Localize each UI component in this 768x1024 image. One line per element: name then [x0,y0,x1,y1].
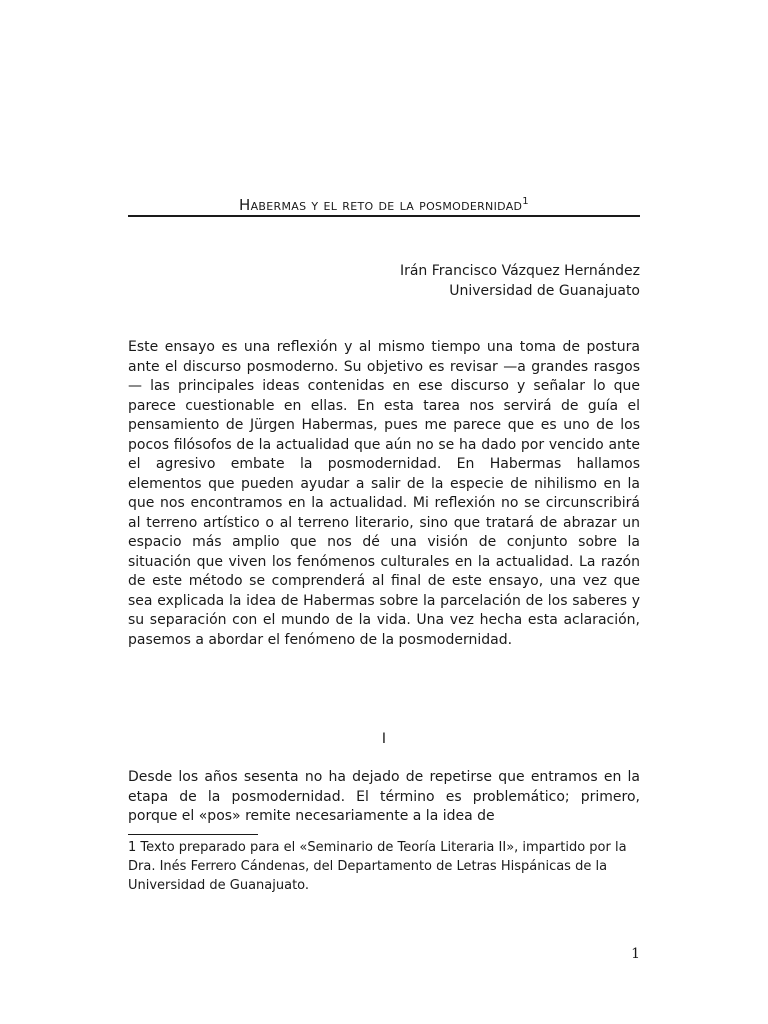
author-block [240,262,640,301]
intro-paragraph: Este ensayo es una reflexión y al mismo tiempo una toma de postura ante el discurso posmoderno. Su objetivo es revisar —a grandes rasgos— las principales ideas contenidas en ese discurso y señalar lo que parece cuestionable en ellas. En esta tarea nos servirá de guía el pensamiento de Jürgen Habermas, pues me parece que es uno de los pocos filósofos de la actualidad que aún no se ha dado por vencido ante el agresivo embate la posmodernidad. En Habermas hallamos elementos que pueden ayudar a salir de la especie de nihilismo en la que nos encontramos en la actualidad. Mi reflexión no se circunscribirá al terreno artístico o al terreno literario, sino que tratará de abrazar un espacio más amplio que nos dé una visión de conjunto sobre la situación que viven los fenómenos culturales en la actualidad. La razón de este método se comprenderá al final de este ensayo, una vez que sea explicada la idea de Habermas sobre la parcelación de los saberes y su separación con el mundo de la vida. Una vez hecha esta aclaración, pasemos a abordar el fenómeno de la posmodernidad. [128,339,640,648]
footnote-divider [128,834,258,835]
author-affiliation: Universidad de Guanajuato [449,282,640,299]
title-text: Habermas y el reto de la posmodernidad [239,196,523,214]
page-number: 1 [631,946,640,962]
page-title [128,196,640,217]
body-paragraph: Desde los años sesenta no ha dejado de repetirse que entramos en la etapa de la posmodernidad. El término es problemático; primero, porque el «pos» remite necesariamente a la idea de [128,769,640,824]
author-name: Irán Francisco Vázquez Hernández [399,263,640,279]
section-marker: I [381,731,387,747]
footnote-reference: 1 [522,196,529,207]
footnote: 1 Texto preparado para el «Seminario de Teoría Literaria II», impartido por la Dra. Inés Ferrero Cándenas, del Departamento de Letras Hispánicas de la Universidad de Guanajuato. [128,840,627,893]
